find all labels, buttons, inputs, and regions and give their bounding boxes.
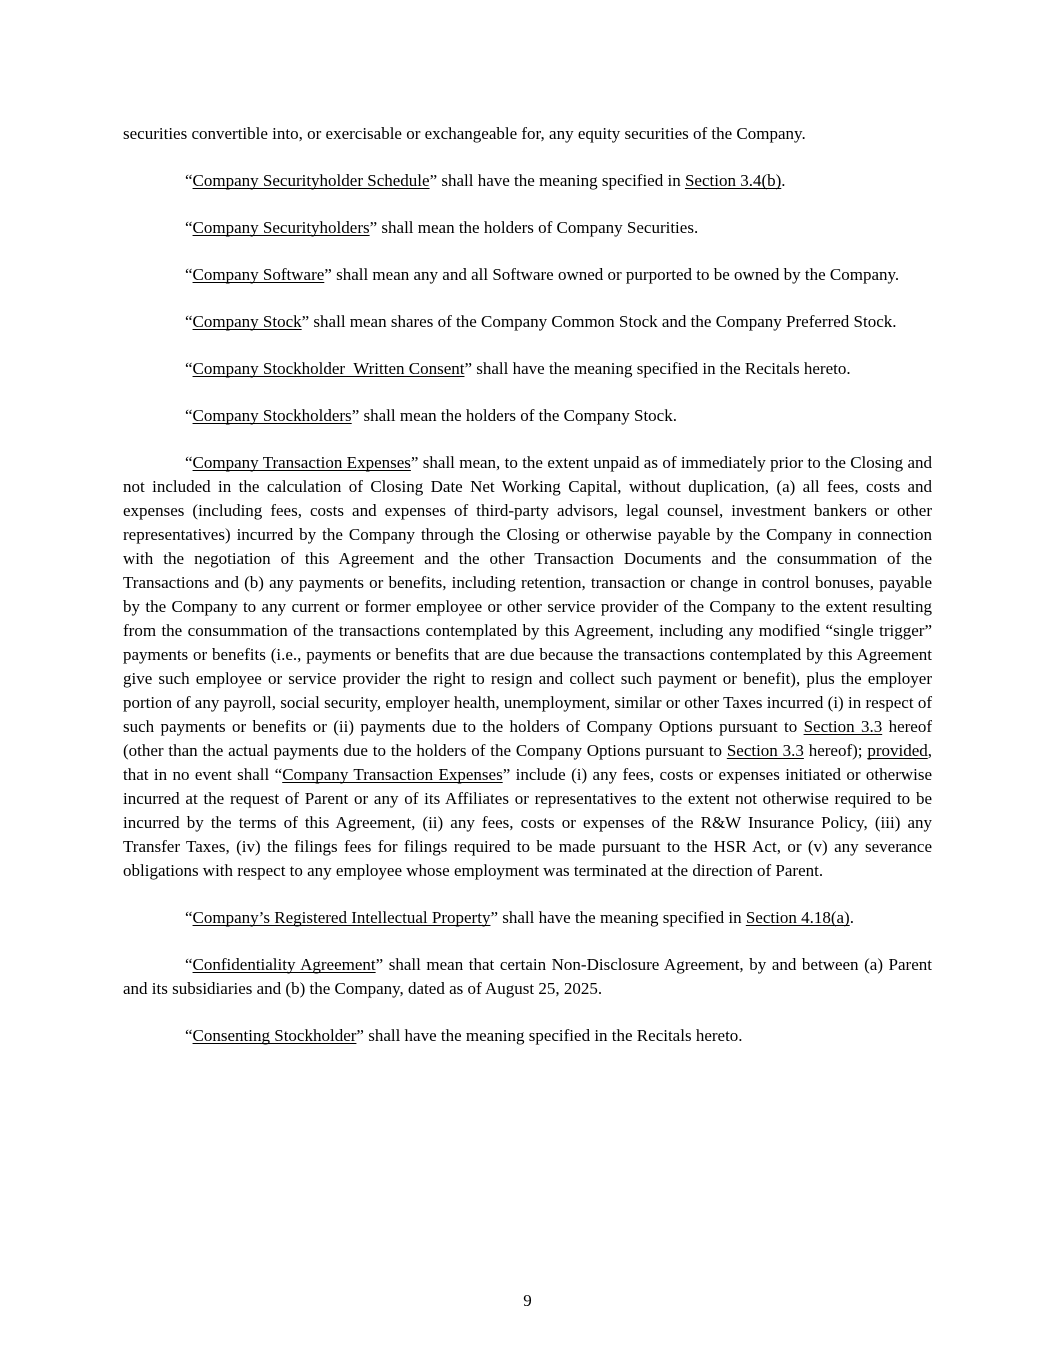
defined-term: Company Transaction Expenses xyxy=(282,765,503,784)
text-run: “ xyxy=(185,406,193,425)
paragraph xyxy=(123,122,932,146)
defined-term: Company Software xyxy=(192,265,325,284)
text-run: “ xyxy=(185,908,193,927)
defined-term: Company Transaction Expenses xyxy=(192,453,411,472)
text-run: , that in no event shall “ xyxy=(123,741,932,784)
defined-term: Company Stockholders xyxy=(192,406,352,425)
paragraph xyxy=(123,216,932,240)
page-number: 9 xyxy=(523,1291,532,1310)
defined-term: Confidentiality Agreement xyxy=(192,955,376,974)
text-run: “ xyxy=(185,218,193,237)
text-run: hereof (other than the actual payments due to the holders of the Company Options pursuant to xyxy=(123,717,932,760)
text-run: ” include (i) any fees, costs or expenses initiated or otherwise incurred at the request of Parent or any of its Affiliates or representatives to the extent not otherwise required to be incurred by the terms of this Agreement, (ii) any fees, costs or expenses of the R&W Insurance Policy, (iii) any Transfer Taxes, (iv) the filings fees for filings required to be made pursuant to the HSR Act, or (v) any severance obligations with respect to any employee whose employment was terminated at the direction of Parent. xyxy=(123,765,933,880)
document-body xyxy=(123,122,932,1048)
text-run: . xyxy=(849,908,854,927)
text-run: securities convertible into, or exercisable or exchangeable for, any equity securities of the Company. xyxy=(123,124,806,143)
paragraph xyxy=(123,404,932,428)
paragraph xyxy=(123,953,932,1001)
text-run: ” shall mean that certain Non-Disclosure Agreement, by and between (a) Parent and its subsidiaries and (b) the Company, dated as of August 25, 2025. xyxy=(123,955,932,998)
defined-term: Company’s Registered Intellectual Property xyxy=(192,908,491,927)
text-run: “ xyxy=(185,1026,193,1045)
text-run: ” shall mean shares of the Company Common Stock and the Company Preferred Stock. xyxy=(301,312,897,331)
paragraph xyxy=(123,169,932,193)
paragraph xyxy=(123,906,932,930)
paragraph xyxy=(123,1024,932,1048)
text-run: ” shall have the meaning specified in xyxy=(429,171,685,190)
text-run: ” shall have the meaning specified in xyxy=(490,908,746,927)
defined-term: Section 3.3 xyxy=(726,741,804,760)
text-run: “ xyxy=(185,312,193,331)
text-run: ” shall mean the holders of the Company Stock. xyxy=(351,406,677,425)
text-run: ” shall have the meaning specified in the Recitals hereto. xyxy=(356,1026,743,1045)
text-run: ” shall mean, to the extent unpaid as of immediately prior to the Closing and not included in the calculation of Closing Date Net Working Capital, without duplication, (a) all fees, costs and expenses (including fees, costs and expenses of third-party advisors, legal counsel, investment bankers or other representatives) incurred by the Company through the Closing or otherwise payable by the Company in connection with the negotiation of this Agreement and the other Transaction Documents and the consummation of the Transactions and (b) any payments or benefits, including retention, transaction or change in control bonuses, payable by the Company to any current or former employee or other service provider of the Company to the extent resulting from the consummation of the transactions contemplated by this Agreement, including any modified “single trigger” payments or benefits (i.e., payments or benefits that are due because the transactions contemplated by this Agreement give such employee or service provider the right to resign and collect such payment or benefit), plus the employer portion of any payroll, social security, employer health, unemployment, similar or other Taxes incurred (i) in respect of such payments or benefits or (ii) payments due to the holders of Company Options pursuant to xyxy=(123,453,932,736)
defined-term: Section 3.4(b) xyxy=(684,171,782,190)
defined-term: Consenting Stockholder xyxy=(192,1026,357,1045)
paragraph xyxy=(123,451,932,883)
text-run: . xyxy=(781,171,786,190)
text-run: “ xyxy=(185,265,193,284)
text-run: “ xyxy=(185,171,193,190)
paragraph xyxy=(123,310,932,334)
text-run: “ xyxy=(185,955,193,974)
paragraph xyxy=(123,357,932,381)
text-run: “ xyxy=(185,453,193,472)
text-run: ” shall mean any and all Software owned or purported to be owned by the Company. xyxy=(324,265,900,284)
defined-term: Company Stock xyxy=(192,312,302,331)
defined-term: Section 4.18(a) xyxy=(745,908,850,927)
defined-term: Section 3.3 xyxy=(803,717,883,736)
text-run: “ xyxy=(185,359,193,378)
paragraph xyxy=(123,263,932,287)
defined-term: Company Securityholders xyxy=(192,218,370,237)
defined-term: Company Securityholder Schedule xyxy=(192,171,430,190)
text-run: ” shall have the meaning specified in the Recitals hereto. xyxy=(464,359,851,378)
defined-term: provided xyxy=(867,741,928,760)
text-run: ” shall mean the holders of Company Securities. xyxy=(369,218,699,237)
defined-term: Company Stockholder Written Consent xyxy=(192,359,465,378)
text-run: hereof); xyxy=(803,741,868,760)
